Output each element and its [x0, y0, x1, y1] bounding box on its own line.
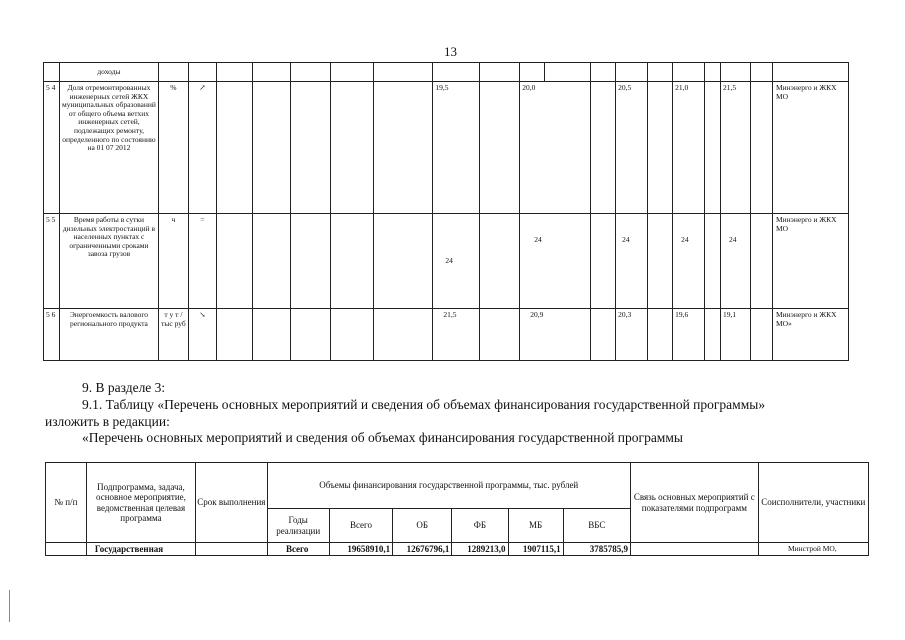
unit: %	[158, 82, 188, 214]
total-cell: 19658910,1	[329, 543, 392, 556]
table-row	[46, 543, 869, 556]
unit: т у т / тыс руб	[158, 309, 188, 361]
value-cell: 24	[433, 214, 480, 309]
value-cell: 20,0	[520, 82, 591, 214]
value-cell: 24	[520, 214, 591, 309]
value-cell: 19,6	[673, 309, 705, 361]
value-cell: 20,5	[616, 82, 648, 214]
years-cell: Всего	[267, 543, 329, 556]
header-total: Всего	[329, 509, 392, 543]
header-cell: доходы	[59, 63, 158, 82]
header-vbs: ВБС	[563, 509, 630, 543]
value-cell: 21,5	[721, 82, 751, 214]
paragraph: 9.1. Таблицу «Перечень основных мероприятий и сведения об объемах финансирования государственной программы»	[82, 397, 766, 412]
value-cell: 20,3	[616, 309, 648, 361]
unit: ч	[158, 214, 188, 309]
ob-cell: 12676796,1	[393, 543, 452, 556]
table-row	[44, 214, 849, 309]
header-term: Срок выполнения	[196, 463, 267, 543]
responsible-cell: Минэнерго и ЖКХ МО»	[772, 309, 848, 361]
indicator-label: Доля отремонтированных инженерных сетей ЖКХ муниципальных образований от общего объема ветхих инженерных сетей, подлежащих ремонту, определенного по состоянию на 01 07 2012	[59, 82, 158, 214]
responsible-cell: Минэнерго и ЖКХ МО	[772, 214, 848, 309]
header-fb: ФБ	[452, 509, 508, 543]
table-caption: «Перечень основных мероприятий и сведения об объемах финансирования государственной программы	[82, 430, 683, 445]
program-name: Государственная	[86, 543, 195, 556]
header-years: Годы реализации	[267, 509, 329, 543]
value-cell: 20,9	[520, 309, 591, 361]
value-cell: 21,5	[433, 309, 480, 361]
table-row	[44, 309, 849, 361]
row-number: 5 6	[44, 309, 60, 361]
trend-mark: =	[188, 214, 216, 309]
fb-cell: 1289213,0	[452, 543, 508, 556]
scan-edge-mark	[9, 590, 10, 622]
header-num: № п/п	[46, 463, 87, 543]
vbs-cell: 3785785,9	[563, 543, 630, 556]
trend-mark: ↗	[188, 82, 216, 214]
header-funding: Объемы финансирования государственной программы, тыс. рублей	[267, 463, 630, 509]
trend-mark: ↘	[188, 309, 216, 361]
row-number: 5 5	[44, 214, 60, 309]
header-mb: МБ	[508, 509, 563, 543]
header-link: Связь основных мероприятий с показателями подпрограмм	[631, 463, 759, 543]
table-row	[44, 82, 849, 214]
header-subprogram: Подпрограмма, задача, основное мероприятие, ведомственная целевая программа	[86, 463, 195, 543]
indicator-label: Энергоемкость валового регионального продукта	[59, 309, 158, 361]
value-cell: 19,1	[721, 309, 751, 361]
value-cell: 21,0	[673, 82, 705, 214]
value-cell: 24	[673, 214, 705, 309]
value-cell: 19,5	[433, 82, 480, 214]
responsible-cell: Минэнерго и ЖКХ МО	[772, 82, 848, 214]
page-number: 13	[444, 44, 457, 59]
coexec-cell: Минстрой МО,	[758, 543, 868, 556]
funding-table	[45, 462, 869, 556]
row-number: 5 4	[44, 82, 60, 214]
header-coexec: Соисполнители, участники	[758, 463, 868, 543]
header-ob: ОБ	[393, 509, 452, 543]
table-row	[46, 463, 869, 509]
table-row	[44, 63, 849, 82]
indicator-label: Время работы в сутки дизельных электростанций в населенных пунктах с ограниченными сроками завоза грузов	[59, 214, 158, 309]
mb-cell: 1907115,1	[508, 543, 563, 556]
indicators-table	[43, 62, 849, 361]
value-cell: 24	[616, 214, 648, 309]
paragraph: изложить в редакции:	[45, 414, 170, 429]
value-cell: 24	[721, 214, 751, 309]
section-heading: 9. В разделе 3:	[82, 380, 166, 395]
